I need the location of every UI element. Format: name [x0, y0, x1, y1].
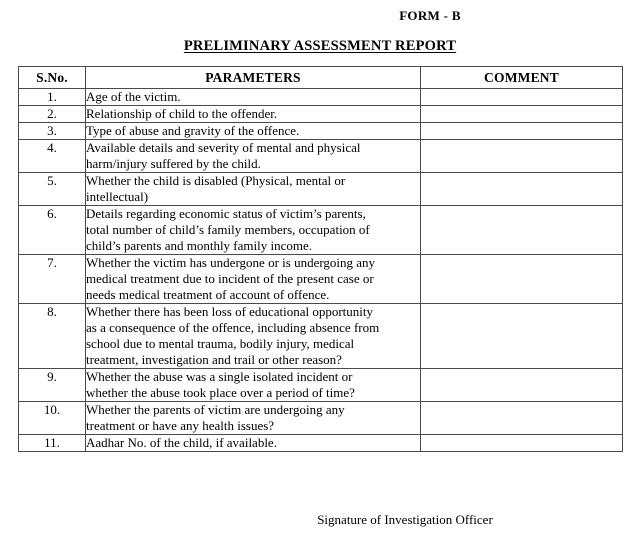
row-comment-cell[interactable]: [421, 106, 623, 123]
parameter-line: Details regarding economic status of victim’s parents,: [86, 206, 366, 221]
table-header: [19, 67, 623, 89]
row-serial-number: 1.: [19, 89, 86, 106]
row-parameter-text: [86, 106, 421, 123]
parameter-line: Available details and severity of mental and physical: [86, 140, 361, 155]
table-row: [19, 106, 623, 123]
row-serial-number: 2.: [19, 106, 86, 123]
row-comment-cell[interactable]: [421, 140, 623, 173]
parameter-line: Aadhar No. of the child, if available.: [86, 435, 277, 450]
row-comment-cell[interactable]: [421, 402, 623, 435]
parameter-line: needs medical treatment of account of offence.: [86, 287, 330, 302]
parameter-line: Whether the child is disabled (Physical, mental or: [86, 173, 346, 188]
table-row: [19, 304, 623, 369]
row-serial-number: 9.: [19, 369, 86, 402]
row-comment-cell[interactable]: [421, 304, 623, 369]
row-serial-number: 11.: [19, 435, 86, 452]
table-row: [19, 369, 623, 402]
table-row: [19, 435, 623, 452]
row-comment-cell[interactable]: [421, 255, 623, 304]
table-row: [19, 89, 623, 106]
parameter-line: child’s parents and monthly family income.: [86, 238, 313, 253]
row-parameter-text: [86, 402, 421, 435]
column-header-sno: S.No.: [19, 67, 86, 89]
row-comment-cell[interactable]: [421, 435, 623, 452]
table-header-row: [19, 67, 623, 89]
table-row: [19, 255, 623, 304]
row-parameter-text: [86, 435, 421, 452]
table-row: [19, 206, 623, 255]
row-parameter-text: [86, 140, 421, 173]
table-row: [19, 402, 623, 435]
row-comment-cell[interactable]: [421, 89, 623, 106]
parameter-line: Whether the parents of victim are undergoing any: [86, 402, 345, 417]
row-comment-cell[interactable]: [421, 206, 623, 255]
parameter-line: intellectual): [86, 189, 149, 204]
form-label: FORM - B: [399, 8, 461, 23]
row-serial-number: 3.: [19, 123, 86, 140]
row-parameter-text: [86, 369, 421, 402]
row-parameter-text: [86, 173, 421, 206]
row-serial-number: 7.: [19, 255, 86, 304]
parameter-line: total number of child’s family members, occupation of: [86, 222, 370, 237]
table-row: [19, 140, 623, 173]
parameter-line: whether the abuse took place over a period of time?: [86, 385, 355, 400]
parameter-line: treatment, investigation and trail or other reason?: [86, 352, 342, 367]
parameter-line: Age of the victim.: [86, 89, 181, 104]
row-serial-number: 10.: [19, 402, 86, 435]
parameter-line: Whether there has been loss of educational opportunity: [86, 304, 373, 319]
column-header-comment: COMMENT: [421, 67, 623, 89]
parameter-line: Whether the abuse was a single isolated incident or: [86, 369, 353, 384]
parameter-line: Relationship of child to the offender.: [86, 106, 278, 121]
row-comment-cell[interactable]: [421, 173, 623, 206]
column-header-parameters: PARAMETERS: [86, 67, 421, 89]
parameter-line: as a consequence of the offence, including absence from: [86, 320, 380, 335]
row-parameter-text: [86, 123, 421, 140]
parameter-line: Type of abuse and gravity of the offence.: [86, 123, 300, 138]
row-comment-cell[interactable]: [421, 369, 623, 402]
preliminary-assessment-table: [18, 66, 623, 452]
table-body: [19, 89, 623, 452]
row-parameter-text: [86, 206, 421, 255]
table-row: [19, 123, 623, 140]
row-serial-number: 4.: [19, 140, 86, 173]
parameter-line: treatment or have any health issues?: [86, 418, 275, 433]
table-row: [19, 173, 623, 206]
page-title: PRELIMINARY ASSESSMENT REPORT: [183, 38, 457, 54]
parameter-line: harm/injury suffered by the child.: [86, 156, 261, 171]
row-serial-number: 8.: [19, 304, 86, 369]
row-parameter-text: [86, 89, 421, 106]
parameter-line: Whether the victim has undergone or is undergoing any: [86, 255, 376, 270]
row-parameter-text: [86, 304, 421, 369]
row-serial-number: 5.: [19, 173, 86, 206]
signature-line: Signature of Investigation Officer: [317, 512, 493, 527]
row-serial-number: 6.: [19, 206, 86, 255]
parameter-line: school due to mental trauma, bodily injury, medical: [86, 336, 355, 351]
row-comment-cell[interactable]: [421, 123, 623, 140]
parameter-line: medical treatment due to incident of the present case or: [86, 271, 374, 286]
row-parameter-text: [86, 255, 421, 304]
